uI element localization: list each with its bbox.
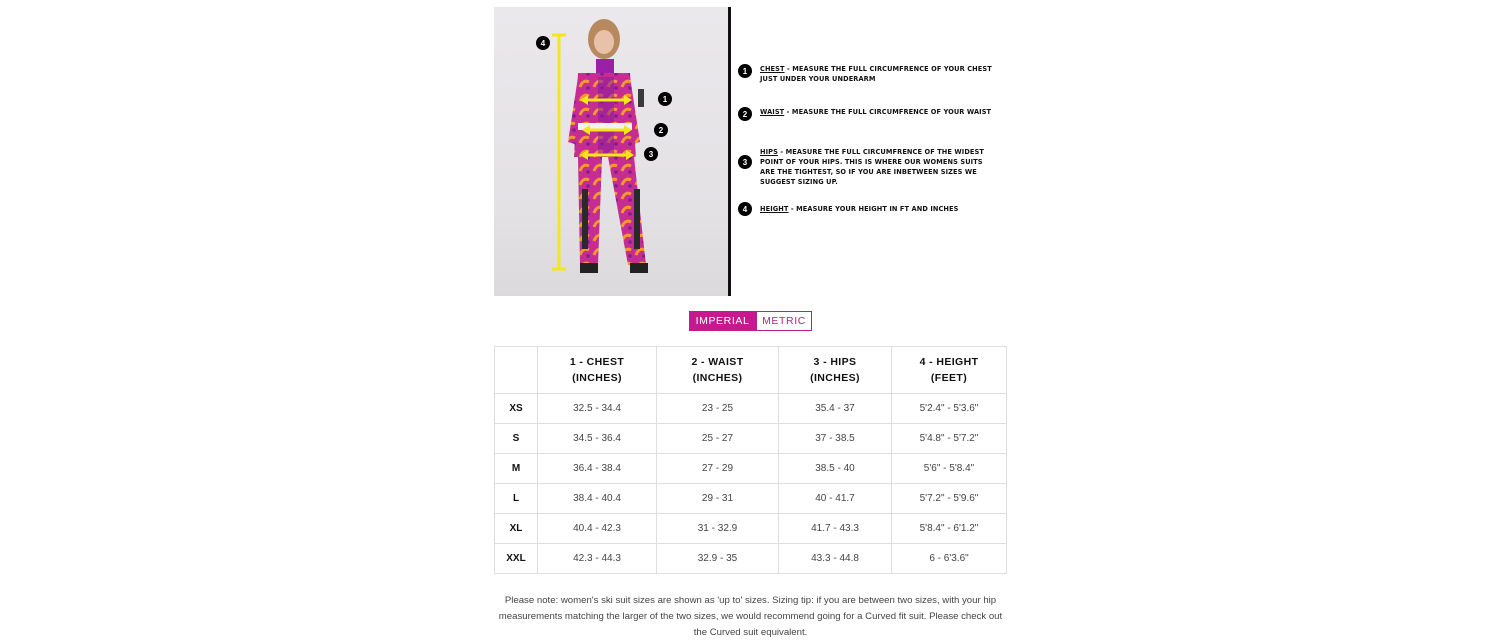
hips-cell: 41.7 - 43.3 [779,514,892,544]
table-row [495,514,1007,544]
measurement-guide-photo [494,7,728,296]
instruction-term: WAIST [760,108,785,116]
instruction-term: HEIGHT [760,205,789,213]
instruction-hips [738,147,988,187]
sizing-note: Please note: women's ski suit sizes are shown as 'up to' sizes. Sizing tip: if you are between two sizes, with your hip measurements matching the larger of the two sizes, we would recommend going for a Curved fit suit. Please check out the Curved suit equivalent. [498,595,1003,638]
number-badge: 2 [738,107,752,121]
table-row [495,454,1007,484]
header-height: 4 - HEIGHT (FEET) [892,347,1007,394]
model-illustration [494,7,728,296]
instruction-chest [738,64,996,84]
guide-divider [728,7,731,296]
waist-cell: 23 - 25 [657,394,779,424]
chest-cell: 32.5 - 34.4 [538,394,657,424]
size-cell: S [495,424,538,454]
hips-cell: 38.5 - 40 [779,454,892,484]
size-chart-table [494,346,1007,574]
size-cell: XXL [495,544,538,574]
number-badge: 3 [738,155,752,169]
size-cell: L [495,484,538,514]
size-cell: M [495,454,538,484]
table-row [495,544,1007,574]
height-cell: 5'2.4" - 5'3.6" [892,394,1007,424]
photo-badge-waist: 2 [654,123,668,137]
table-row [495,394,1007,424]
instruction-term: CHEST [760,65,785,73]
header-size [495,347,538,394]
photo-badge-height: 4 [536,36,550,50]
instruction-term: HIPS [760,148,778,156]
hips-cell: 37 - 38.5 [779,424,892,454]
table-row [495,424,1007,454]
metric-button[interactable]: METRIC [756,311,812,331]
chest-cell: 40.4 - 42.3 [538,514,657,544]
chest-cell: 36.4 - 38.4 [538,454,657,484]
height-cell: 5'8.4" - 6'1.2" [892,514,1007,544]
chest-cell: 38.4 - 40.4 [538,484,657,514]
instruction-height [738,202,1000,216]
instruction-text: - MEASURE YOUR HEIGHT IN FT AND INCHES [788,205,959,213]
waist-cell: 32.9 - 35 [657,544,779,574]
hips-cell: 40 - 41.7 [779,484,892,514]
unit-toggle [689,311,812,331]
number-badge: 1 [738,64,752,78]
imperial-button[interactable]: IMPERIAL [689,311,756,331]
waist-cell: 27 - 29 [657,454,779,484]
height-cell: 5'6" - 5'8.4" [892,454,1007,484]
instruction-waist [738,107,1000,121]
table-header-row [495,347,1007,394]
height-cell: 5'4.8" - 5'7.2" [892,424,1007,454]
height-cell: 5'7.2" - 5'9.6" [892,484,1007,514]
waist-cell: 31 - 32.9 [657,514,779,544]
waist-cell: 25 - 27 [657,424,779,454]
hips-cell: 35.4 - 37 [779,394,892,424]
photo-badge-chest: 1 [658,92,672,106]
table-row [495,484,1007,514]
header-chest: 1 - CHEST (INCHES) [538,347,657,394]
size-cell: XL [495,514,538,544]
chest-cell: 42.3 - 44.3 [538,544,657,574]
instruction-text: - MEASURE THE FULL CIRCUMFRENCE OF THE WIDEST POINT OF YOUR HIPS. THIS IS WHERE OUR WOMENS SUITS ARE THE TIGHTEST, SO IF YOU ARE INBETWEEN SIZES WE SUGGEST SIZING UP. [760,148,984,186]
hips-cell: 43.3 - 44.8 [779,544,892,574]
number-badge: 4 [738,202,752,216]
header-waist: 2 - WAIST (INCHES) [657,347,779,394]
chest-cell: 34.5 - 36.4 [538,424,657,454]
size-cell: XS [495,394,538,424]
waist-cell: 29 - 31 [657,484,779,514]
instruction-text: - MEASURE THE FULL CIRCUMFRENCE OF YOUR WAIST [784,108,992,116]
header-hips: 3 - HIPS (INCHES) [779,347,892,394]
instruction-text: - MEASURE THE FULL CIRCUMFRENCE OF YOUR CHEST JUST UNDER YOUR UNDERARM [760,65,992,83]
height-cell: 6 - 6'3.6" [892,544,1007,574]
photo-badge-hips: 3 [644,147,658,161]
